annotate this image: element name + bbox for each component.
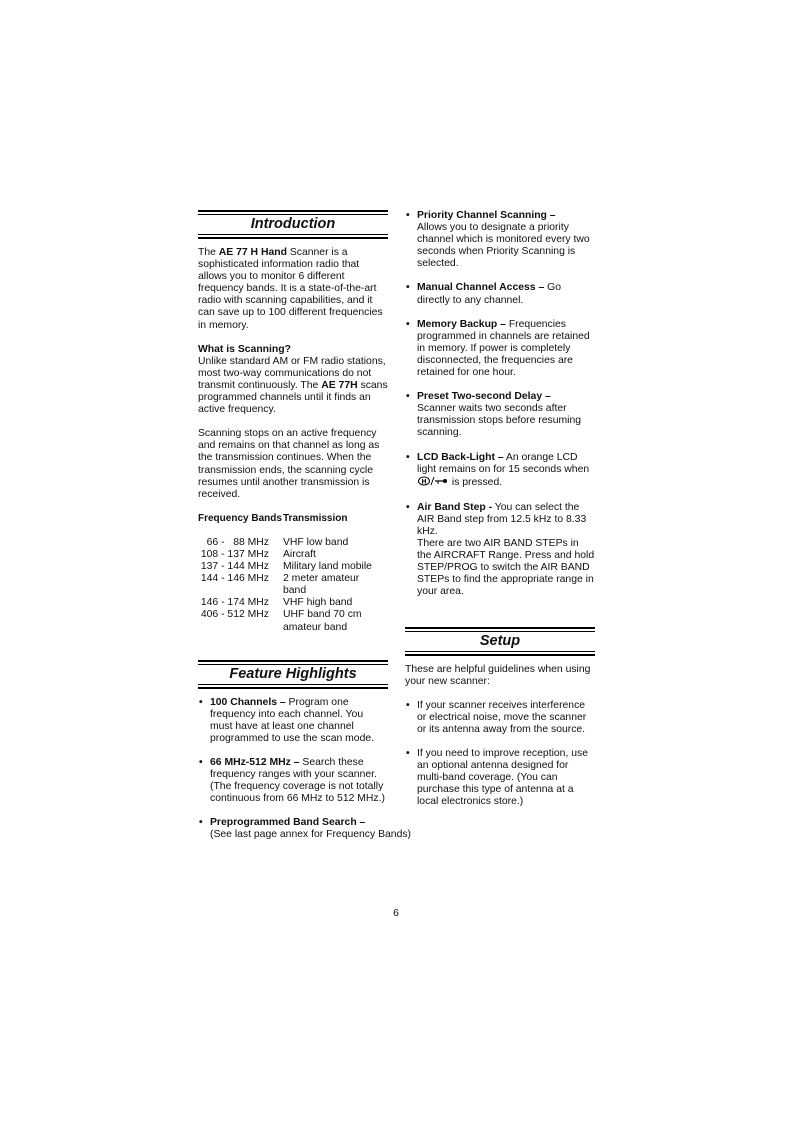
- table-cell: 406 - 512 MHz: [200, 609, 269, 621]
- list-item: • Air Band Step - You can select the AIR Band step from 12.5 kHz to 8.33 kHz. There are two AIR BAND STEPs in the AIRCRAFT Range. Press and hold STEP/PROG to switch the AIR BAND STEPs to find the appropriate range in your area.: [405, 502, 595, 599]
- list-item: • If your scanner receives interference or electrical noise, move the scanner or its antenna away from the source.: [405, 700, 595, 736]
- header-rule: [198, 237, 388, 239]
- right-column: [405, 210, 595, 820]
- table-header: Frequency Bands: [198, 512, 282, 524]
- list-item: • Preprogrammed Band Search – (See last page annex for Frequency Bands): [198, 817, 440, 841]
- list-item: • LCD Back-Light – An orange LCD light remains on for 15 seconds when H is pressed.: [405, 452, 595, 490]
- section-title: Setup: [479, 632, 521, 649]
- header-rule: [198, 660, 388, 662]
- table-cell: Aircraft: [283, 548, 316, 560]
- table-cell: 137 - 144 MHz: [200, 561, 269, 573]
- setup-list: [405, 700, 595, 809]
- list-item: • 100 Channels – Program one frequency into each channel. You must have at least one channel programmed to use the scan mode.: [198, 697, 388, 745]
- table-cell: 66 - 88 MHz: [206, 536, 269, 548]
- setup-header: [405, 627, 595, 656]
- feature-list-continued: [405, 210, 595, 599]
- scanning-heading: What is Scanning?: [198, 343, 291, 355]
- section-title: Introduction: [250, 216, 336, 232]
- list-item: • Manual Channel Access – Go directly to any channel.: [405, 282, 595, 306]
- left-column: [198, 210, 412, 854]
- introduction-header: [198, 210, 388, 239]
- setup-intro: These are helpful guidelines when using your new scanner:: [405, 663, 591, 687]
- table-cell: 108 - 137 MHz: [200, 548, 269, 560]
- list-item: • 66 MHz-512 MHz – Search these frequency ranges with your scanner. (The frequency coverage is not totally continuous from 66 MHz to 512 MHz.): [198, 757, 388, 805]
- scanning-stops-paragraph: Scanning stops on an active frequency and remains on that channel as long as the transmission continues. When the transmission ends, the scanning cycle resumes until another transmission is received.: [198, 428, 380, 500]
- header-rule: [198, 687, 388, 689]
- light-key-icon: [418, 476, 448, 490]
- header-rule: [405, 651, 595, 652]
- intro-paragraph: The AE 77 H Hand Scanner is a sophisticated information radio that allows you to monitor 6 different frequency bands. It is a state-of-the-art radio with scanning capabilities, and it can save up to 100 different frequencies in memory.: [198, 247, 383, 331]
- table-cell: Military land mobile: [283, 561, 372, 573]
- header-rule: [198, 234, 388, 235]
- page-number: 6: [393, 907, 399, 919]
- frequency-table: [198, 513, 388, 634]
- list-item: • If you need to improve reception, use an optional antenna designed for multi-band coverage. (You can purchase this type of antenna at a local electronics store.): [405, 748, 595, 808]
- table-cell: 144 - 146 MHz: [200, 573, 269, 585]
- table-cell: VHF low band: [283, 536, 349, 548]
- header-rule: [198, 210, 388, 212]
- feature-highlights-header: [198, 660, 388, 689]
- header-rule: [198, 684, 388, 685]
- table-cell: UHF band 70 cm amateur band: [283, 609, 362, 633]
- list-item: • Priority Channel Scanning – Allows you to designate a priority channel which is monitored every two seconds when Priority Scanning is selected.: [405, 210, 595, 270]
- table-cell: 2 meter amateur band: [283, 573, 360, 597]
- table-cell: 146 - 174 MHz: [200, 597, 269, 609]
- list-item: • Preset Two-second Delay – Scanner waits two seconds after transmission stops before resuming scanning.: [405, 391, 595, 439]
- scanning-paragraph: Unlike standard AM or FM radio stations, most two-way communications do not transmit continuously. The AE 77H scans programmed channels until it finds an active frequency.: [198, 355, 388, 416]
- header-rule: [405, 654, 595, 656]
- section-title: Feature Highlights: [229, 665, 357, 682]
- list-item: • Memory Backup – Frequencies programmed in channels are retained in memory. If power is completely disconnected, the frequencies are retained for one hour.: [405, 319, 595, 379]
- svg-text:H: H: [421, 478, 427, 486]
- table-header: Transmission: [283, 512, 348, 524]
- table-cell: VHF high band: [283, 597, 353, 609]
- header-rule: [405, 627, 595, 629]
- feature-list: [198, 696, 412, 842]
